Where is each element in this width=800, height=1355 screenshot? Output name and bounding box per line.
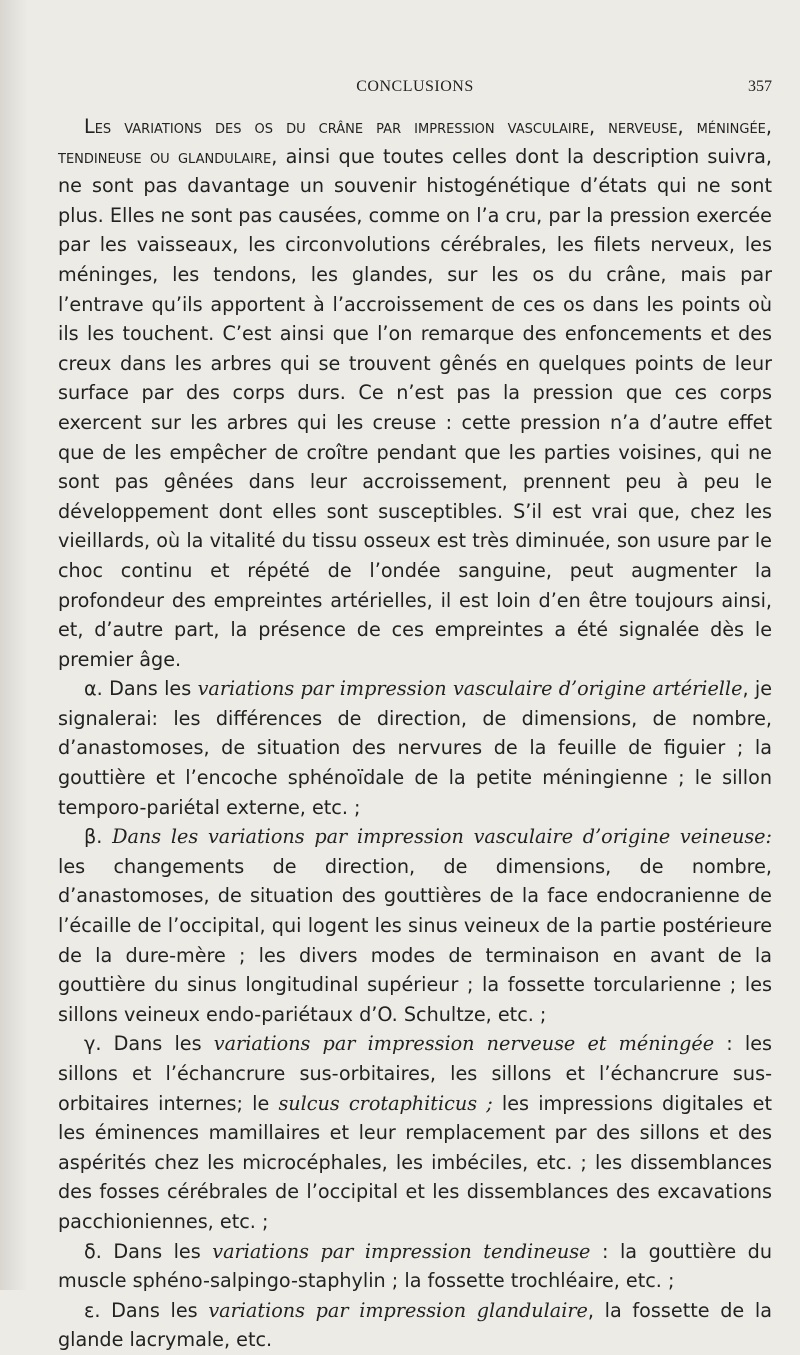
paragraph-gamma [58,1029,772,1236]
gamma-text: les impressions digitales et les éminences mamillaires et leur remplacement par des sillons et des aspérités chez les microcéphales, les imbéciles, etc. ; les dissemblances des fosses cérébrales de l’occipital et les dissemblances des excavations pacchioniennes, etc. ; [58,1091,772,1233]
paragraph-alpha [58,674,772,822]
alpha-title: variations par impression vasculaire d’origine artérielle [197,677,743,701]
gamma-latin-term: sulcus crotaphiticus ; [278,1091,493,1115]
gamma-text-mid: : les sillons et l’échancrure sus-orbitaires, les sillons et l’échancrure sus-orbitaires internes; le [58,1032,772,1115]
delta-title: variations par impression tendineuse [212,1239,591,1263]
lead-small-caps: Les variations des os du crâne par impression vasculaire, nerveuse, méningée, tendineuse ou glandulaire, [58,115,772,168]
gamma-marker: γ. Dans les [84,1032,214,1056]
delta-marker: δ. Dans les [84,1239,213,1263]
beta-marker: β. [84,825,113,849]
beta-text: les changements de direction, de dimensions, de nombre, d’anastomoses, de situation des gouttières de la face endocranienne de l’écaille de l’occipital, qui logent les sinus veineux de la partie postérieure de la dure-mère ; les divers modes de terminaison en avant de la gouttière du sinus longitudinal supérieur ; la fossette torcularienne ; les sillons veineux endo-pariétaux d’O. Schultze, etc. ; [58,854,772,1026]
beta-title: Dans les variations par impression vasculaire d’origine veineuse: [112,825,772,849]
page-gutter-shadow [0,0,28,1290]
epsilon-text: , la fossette de la glande lacrymale, etc. [58,1298,772,1352]
paragraph-intro-text: ainsi que toutes celles dont la description suivra, ne sont pas davantage un souvenir histogénétique d’états qui ne sont plus. Elles ne sont pas causées, comme on l’a cru, par la pression exercée par les vaisseaux, les circonvolutions cérébrales, les filets nerveux, les méninges, les tendons, les glandes, sur les os du crâne, mais par l’entrave qu’ils apportent à l’accroissement de ces os dans les points où ils les touchent. C’est ainsi que l’on remarque des enfoncements et des creux dans les arbres qui se trouvent gênés en quelques points de leur surface par des corps durs. Ce n’est pas la pression que ces corps exercent sur les arbres qui les creuse : cette pression n’a d’autre effet que de les empêcher de croître pendant que les parties voisines, qui ne sont pas gênées dans leur accroissement, prennent peu à peu le développement dont elles sont susceptibles. S’il est vrai que, chez les vieillards, où la vitalité du tissu osseux est très diminuée, son usure par le choc continu et répété de l’ondée sanguine, peut augmenter la profondeur des empreintes artérielles, il est loin d’en être toujours ainsi, et, d’autre part, la présence de ces empreintes a été signalée dès le premier âge. [58,144,772,671]
gamma-title: variations par impression nerveuse et méningée [213,1032,715,1056]
paragraph-intro [58,112,772,674]
epsilon-title: variations par impression glandulaire [208,1298,588,1322]
body-text [58,112,772,1355]
alpha-text: , je signalerai: les différences de direction, de dimensions, de nombre, d’anastomoses, de situation des nervures de la feuille de figuier ; la gouttière et l’encoche sphénoïdale de la petite méningienne ; le sillon temporo-pariétal externe, etc. ; [58,677,773,819]
delta-text: : la gouttière du muscle sphéno-salpingo-staphylin ; la fossette trochléaire, etc. ; [58,1239,772,1293]
epsilon-marker: ε. Dans les [84,1298,209,1322]
paragraph-delta [58,1237,772,1296]
alpha-marker: α. Dans les [84,677,198,701]
page-number: 357 [748,78,772,95]
running-title: CONCLUSIONS [356,78,474,95]
paragraph-beta [58,822,772,1029]
paragraph-epsilon [58,1296,772,1355]
